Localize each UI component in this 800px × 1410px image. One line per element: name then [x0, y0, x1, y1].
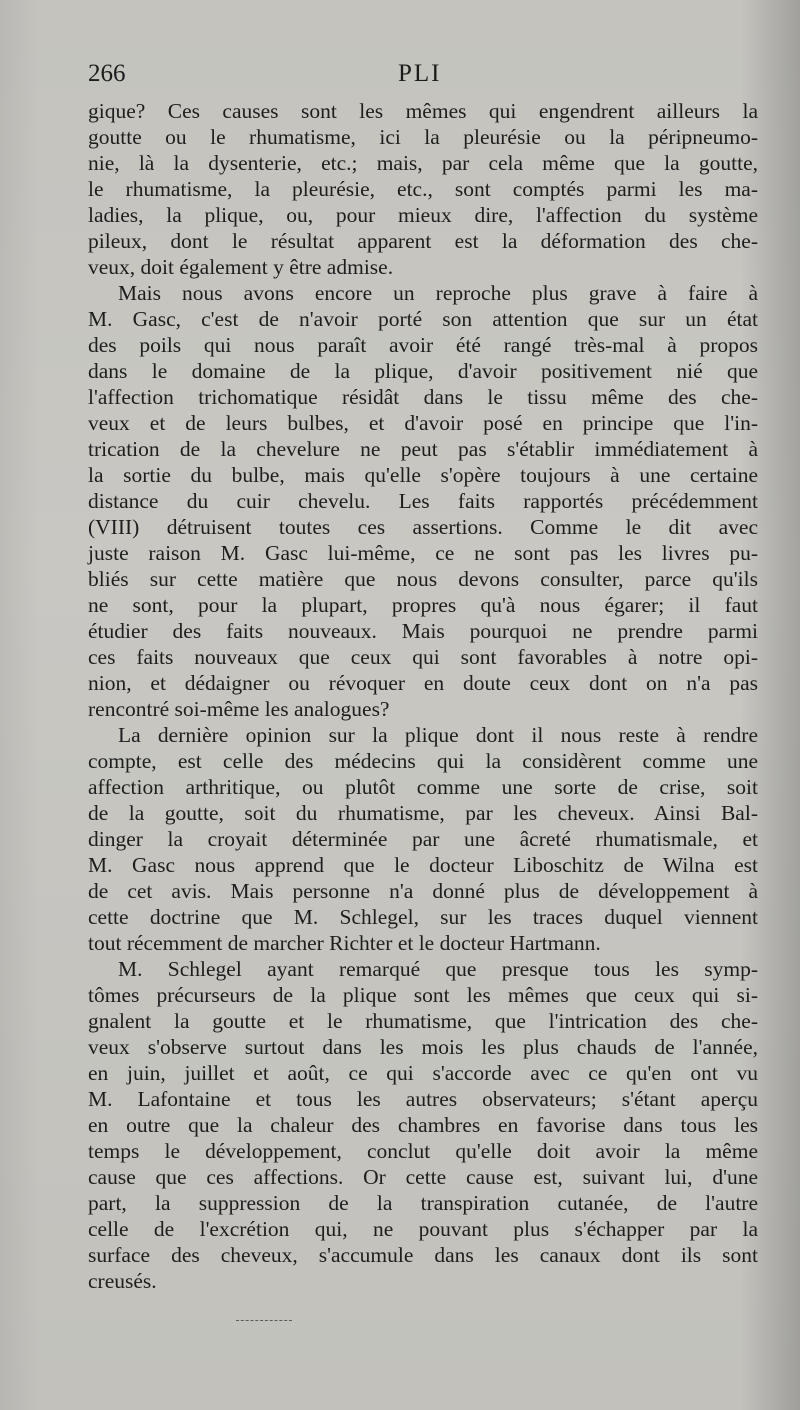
paragraph-start-line: Mais nous avons encore un reproche plus grave à faire à: [118, 281, 758, 305]
text-line: celle de l'excrétion qui, ne pouvant plus s'échapper par la: [88, 1217, 758, 1241]
text-line: le rhumatisme, la pleurésie, etc., sont comptés parmi les ma-: [88, 177, 758, 201]
text-line: des poils qui nous paraît avoir été rangé très-mal à propos: [88, 333, 758, 357]
text-line: gnalent la goutte et le rhumatisme, que l'intrication des che-: [88, 1009, 758, 1033]
text-line: de cet avis. Mais personne n'a donné plus de développement à: [88, 879, 758, 903]
text-line: affection arthritique, ou plutôt comme une sorte de crise, soit: [88, 775, 758, 799]
text-line: veux, doit également y être admise.: [88, 255, 394, 279]
page-header: [88, 60, 758, 94]
text-line: gique? Ces causes sont les mêmes qui engendrent ailleurs la: [88, 99, 758, 123]
text-line: creusés.: [88, 1269, 157, 1293]
footer-rule: [236, 1320, 292, 1321]
text-line: rencontré soi-même les analogues?: [88, 697, 390, 721]
text-line: tout récemment de marcher Richter et le docteur Hartmann.: [88, 931, 601, 955]
text-line: distance du cuir chevelu. Les faits rapportés précédemment: [88, 489, 758, 513]
text-line: surface des cheveux, s'accumule dans les canaux dont ils sont: [88, 1243, 758, 1267]
paragraph-start-line: M. Schlegel ayant remarqué que presque tous les symp-: [118, 957, 758, 981]
text-line: compte, est celle des médecins qui la considèrent comme une: [88, 749, 758, 773]
text-line: en juin, juillet et août, ce qui s'accorde avec ce qu'en ont vu: [88, 1061, 758, 1085]
text-line: M. Gasc, c'est de n'avoir porté son attention que sur un état: [88, 307, 758, 331]
text-line: cette doctrine que M. Schlegel, sur les traces duquel viennent: [88, 905, 758, 929]
paragraph-start-line: La dernière opinion sur la plique dont il nous reste à rendre: [118, 723, 758, 747]
text-line: juste raison M. Gasc lui-même, ce ne sont pas les livres pu-: [88, 541, 758, 565]
running-head: PLI: [398, 60, 442, 87]
text-line: M. Gasc nous apprend que le docteur Liboschitz de Wilna est: [88, 853, 758, 877]
text-line: ne sont, pour la plupart, propres qu'à nous égarer; il faut: [88, 593, 758, 617]
text-line: bliés sur cette matière que nous devons consulter, parce qu'ils: [88, 567, 758, 591]
text-line: étudier des faits nouveaux. Mais pourquoi ne prendre parmi: [88, 619, 758, 643]
text-line: goutte ou le rhumatisme, ici la pleurésie ou la péripneumo-: [88, 125, 758, 149]
text-line: trication de la chevelure ne peut pas s'établir immédiatement à: [88, 437, 758, 461]
text-line: pileux, dont le résultat apparent est la déformation des che-: [88, 229, 758, 253]
text-line: en outre que la chaleur des chambres en favorise dans tous les: [88, 1113, 758, 1137]
body-text: [88, 98, 758, 1298]
text-line: la sortie du bulbe, mais qu'elle s'opère toujours à une certaine: [88, 463, 758, 487]
page-number: 266: [88, 60, 126, 87]
text-line: nion, et dédaigner ou révoquer en doute ceux dont on n'a pas: [88, 671, 758, 695]
text-line: (VIII) détruisent toutes ces assertions. Comme le dit avec: [88, 515, 758, 539]
text-line: veux et de leurs bulbes, et d'avoir posé en principe que l'in-: [88, 411, 758, 435]
text-line: dinger la croyait déterminée par une âcreté rhumatismale, et: [88, 827, 758, 851]
text-line: de la goutte, soit du rhumatisme, par les cheveux. Ainsi Bal-: [88, 801, 758, 825]
text-line: temps le développement, conclut qu'elle doit avoir la même: [88, 1139, 758, 1163]
text-line: part, la suppression de la transpiration cutanée, de l'autre: [88, 1191, 758, 1215]
text-line: tômes précurseurs de la plique sont les mêmes que ceux qui si-: [88, 983, 758, 1007]
text-line: cause que ces affections. Or cette cause est, suivant lui, d'une: [88, 1165, 758, 1189]
text-line: M. Lafontaine et tous les autres observateurs; s'étant aperçu: [88, 1087, 758, 1111]
text-line: l'affection trichomatique résidât dans le tissu même des che-: [88, 385, 758, 409]
text-line: ladies, la plique, ou, pour mieux dire, l'affection du système: [88, 203, 758, 227]
text-line: nie, là la dysenterie, etc.; mais, par cela même que la goutte,: [88, 151, 758, 175]
text-line: ces faits nouveaux que ceux qui sont favorables à notre opi-: [88, 645, 758, 669]
text-line: veux s'observe surtout dans les mois les plus chauds de l'année,: [88, 1035, 758, 1059]
text-line: dans le domaine de la plique, d'avoir positivement nié que: [88, 359, 758, 383]
